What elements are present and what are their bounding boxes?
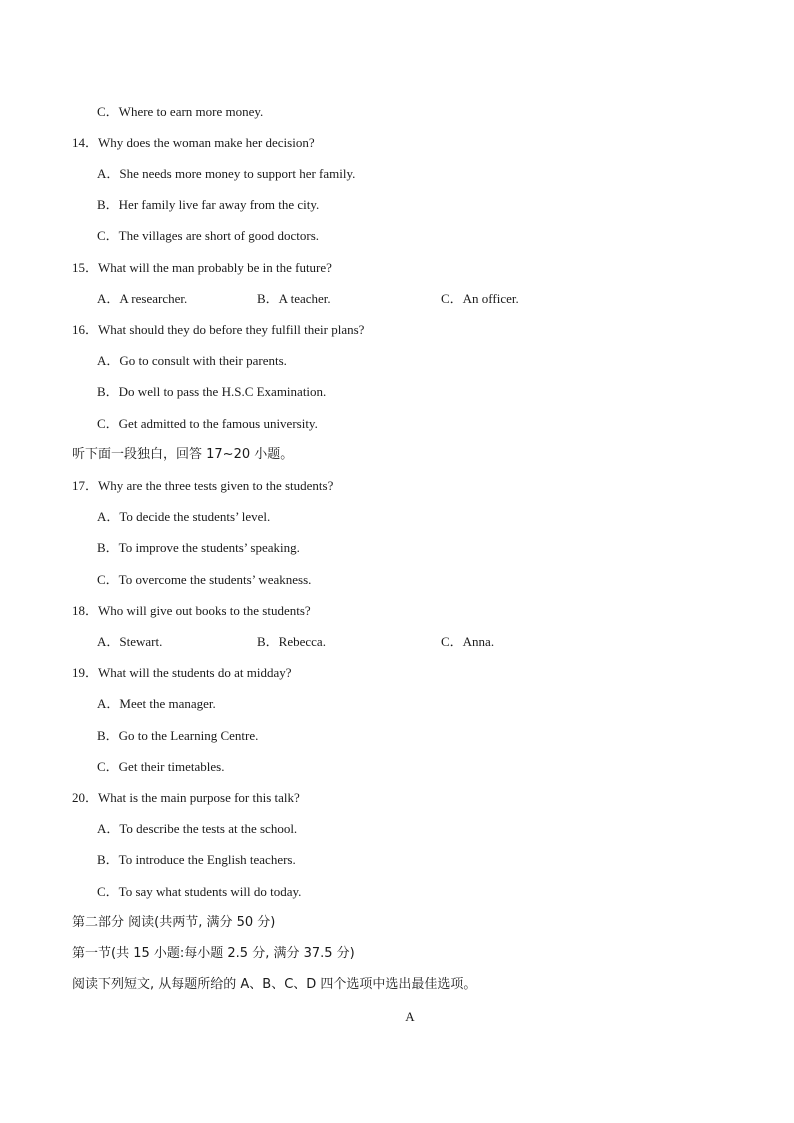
q19-option-c: C．Get their timetables. [97, 759, 225, 774]
q16-option-b: B．Do well to pass the H.S.C Examination. [97, 384, 327, 399]
question-16: 16．What should they do before they fulfill their plans? [72, 322, 365, 337]
q16-option-c: C．Get admitted to the famous university. [97, 416, 318, 431]
question-19: 19．What will the students do at midday? [72, 665, 292, 680]
question-18: 18．Who will give out books to the students? [72, 603, 311, 618]
q20-option-b: B．To introduce the English teachers. [97, 852, 296, 867]
q17-option-b: B．To improve the students’ speaking. [97, 540, 300, 555]
q17-option-a: A．To decide the students’ level. [97, 509, 271, 524]
q16-option-a: A．Go to consult with their parents. [97, 353, 287, 368]
q13-option-c: C．Where to earn more money. [97, 104, 264, 119]
question-15: 15．What will the man probably be in the future? [72, 260, 332, 275]
q20-option-a: A．To describe the tests at the school. [97, 821, 298, 836]
q17-option-c: C．To overcome the students’ weakness. [97, 572, 312, 587]
reading-instruction: 阅读下列短文, 从每题所给的 A、B、C、D 四个选项中选出最佳选项。 [72, 977, 477, 992]
question-20: 20．What is the main purpose for this talk? [72, 790, 300, 805]
part-two-heading: 第二部分 阅读(共两节, 满分 50 分) [72, 915, 276, 930]
q19-option-b: B．Go to the Learning Centre. [97, 728, 259, 743]
q18-option-c: C．Anna. [441, 634, 495, 649]
q14-option-a: A．She needs more money to support her family. [97, 166, 356, 181]
q14-option-c: C．The villages are short of good doctors. [97, 228, 320, 243]
q15-option-a: A．A researcher. [97, 291, 188, 306]
monologue-instruction: 听下面一段独白，回答 17~20 小题。 [72, 447, 294, 462]
question-14: 14．Why does the woman make her decision? [72, 135, 315, 150]
question-17: 17．Why are the three tests given to the students? [72, 478, 334, 493]
q20-option-c: C．To say what students will do today. [97, 884, 302, 899]
passage-label: A [405, 1009, 415, 1024]
q15-option-b: B．A teacher. [257, 291, 331, 306]
q14-option-b: B．Her family live far away from the city. [97, 197, 320, 212]
section-one-heading: 第一节(共 15 小题:每小题 2.5 分, 满分 37.5 分) [72, 946, 355, 961]
q18-option-a: A．Stewart. [97, 634, 163, 649]
q18-option-b: B．Rebecca. [257, 634, 326, 649]
q15-option-c: C．An officer. [441, 291, 519, 306]
q19-option-a: A．Meet the manager. [97, 696, 216, 711]
